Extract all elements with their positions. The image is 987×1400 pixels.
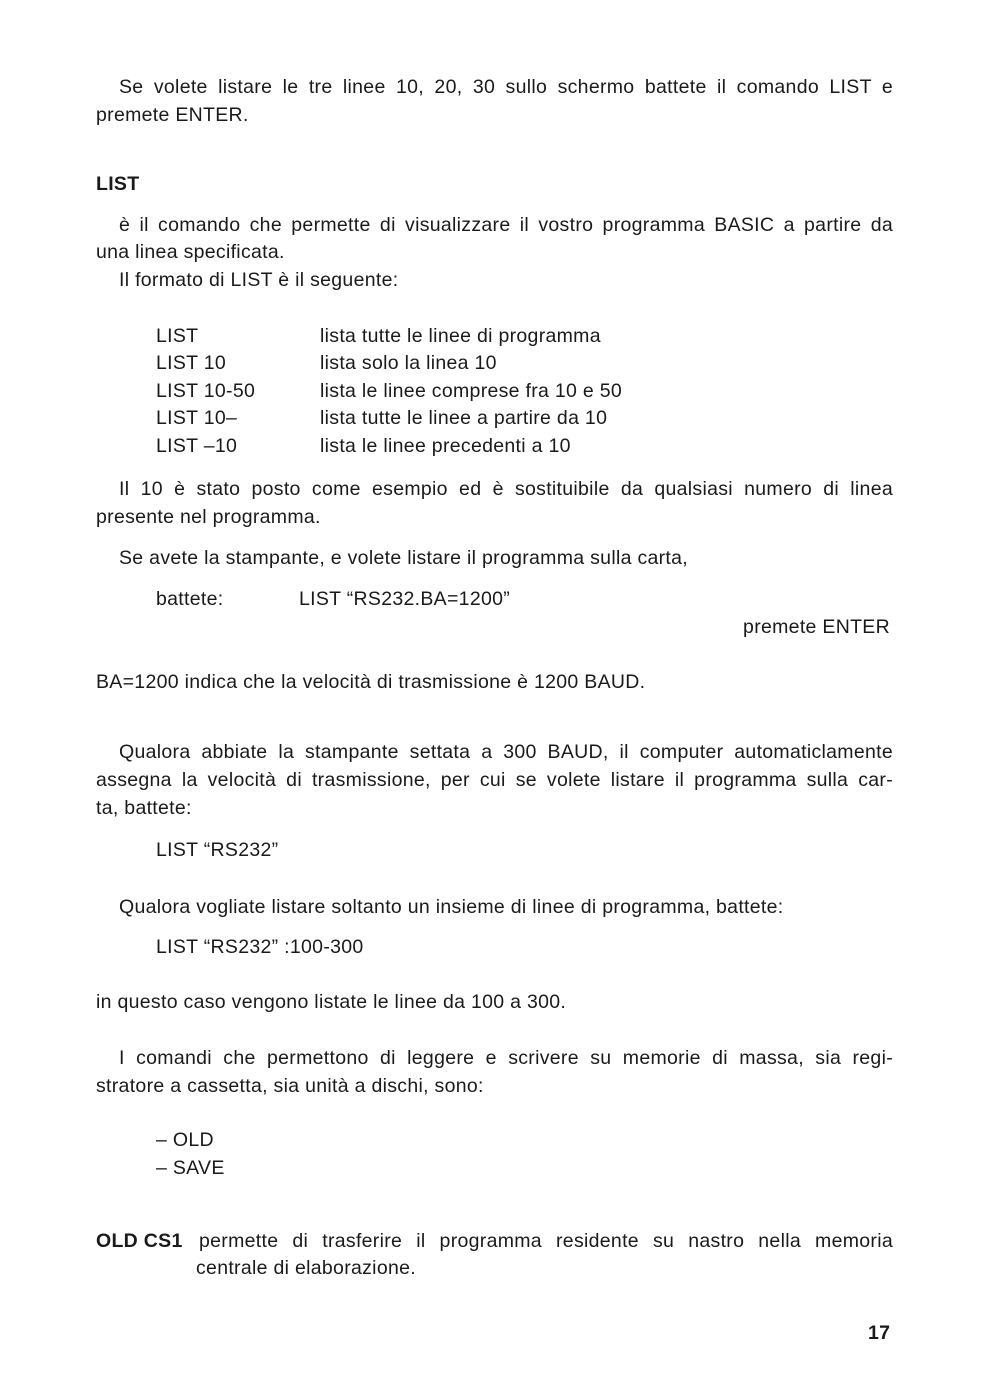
list-description-line-2: una linea specificata.: [96, 241, 285, 263]
format-description: lista solo la linea 10: [320, 352, 497, 374]
format-description: lista tutte le linee di programma: [320, 325, 601, 347]
intro-line-2: premete ENTER.: [96, 104, 249, 126]
subset-intro: Qualora vogliate listare soltanto un insieme di linee di programma, battete:: [119, 896, 784, 918]
format-command: LIST: [156, 325, 199, 347]
list-heading: LIST: [96, 173, 140, 195]
note-line-1: Il 10 è stato posto come esempio ed è sostituibile da qualsiasi numero di linea: [119, 478, 893, 500]
baud300-line-3: ta, battete:: [96, 797, 192, 819]
old-cs1-term: OLD CS1: [96, 1230, 183, 1252]
format-command: LIST 10: [156, 352, 227, 374]
page-number: 17: [868, 1322, 891, 1344]
list-item: – OLD: [156, 1129, 214, 1151]
old-cs1-definition-line-2: centrale di elaborazione.: [196, 1257, 416, 1279]
baud300-line-1: Qualora abbiate la stampante settata a 300 BAUD, il computer automaticlamente: [119, 741, 893, 763]
mass-storage-line-2: stratore a cassetta, sia unità a dischi, sono:: [96, 1075, 484, 1097]
printer-command: LIST “RS232.BA=1200”: [299, 588, 511, 610]
list-item: – SAVE: [156, 1157, 225, 1179]
premete-enter: premete ENTER: [743, 616, 890, 638]
format-command: LIST –10: [156, 435, 238, 457]
list-format-intro: Il formato di LIST è il seguente:: [119, 269, 399, 291]
format-description: lista tutte le linee a partire da 10: [320, 407, 608, 429]
intro-line-1: Se volete listare le tre linee 10, 20, 30 sullo schermo battete il comando LIST e: [119, 76, 893, 98]
format-description: lista le linee precedenti a 10: [320, 435, 571, 457]
subset-result: in questo caso vengono listate le linee da 100 a 300.: [96, 991, 567, 1013]
format-command: LIST 10–: [156, 407, 238, 429]
baud-note: BA=1200 indica che la velocità di trasmissione è 1200 BAUD.: [96, 671, 646, 693]
list-description-line-1: è il comando che permette di visualizzare il vostro programma BASIC a partire da: [119, 214, 893, 236]
baud300-line-2: assegna la velocità di trasmissione, per cui se volete listare il programma sulla car-: [96, 769, 893, 791]
mass-storage-line-1: I comandi che permettono di leggere e scrivere su memorie di massa, sia regi-: [119, 1047, 893, 1069]
format-command: LIST 10-50: [156, 380, 256, 402]
old-cs1-definition-line-1: permette di trasferire il programma residente su nastro nella memoria: [199, 1230, 893, 1252]
format-description: lista le linee comprese fra 10 e 50: [320, 380, 623, 402]
rs232-command: LIST “RS232”: [156, 839, 279, 861]
battete-label: battete:: [156, 588, 224, 610]
subset-command: LIST “RS232” :100-300: [156, 936, 364, 958]
printer-intro: Se avete la stampante, e volete listare il programma sulla carta,: [119, 547, 689, 569]
note-line-2: presente nel programma.: [96, 506, 321, 528]
